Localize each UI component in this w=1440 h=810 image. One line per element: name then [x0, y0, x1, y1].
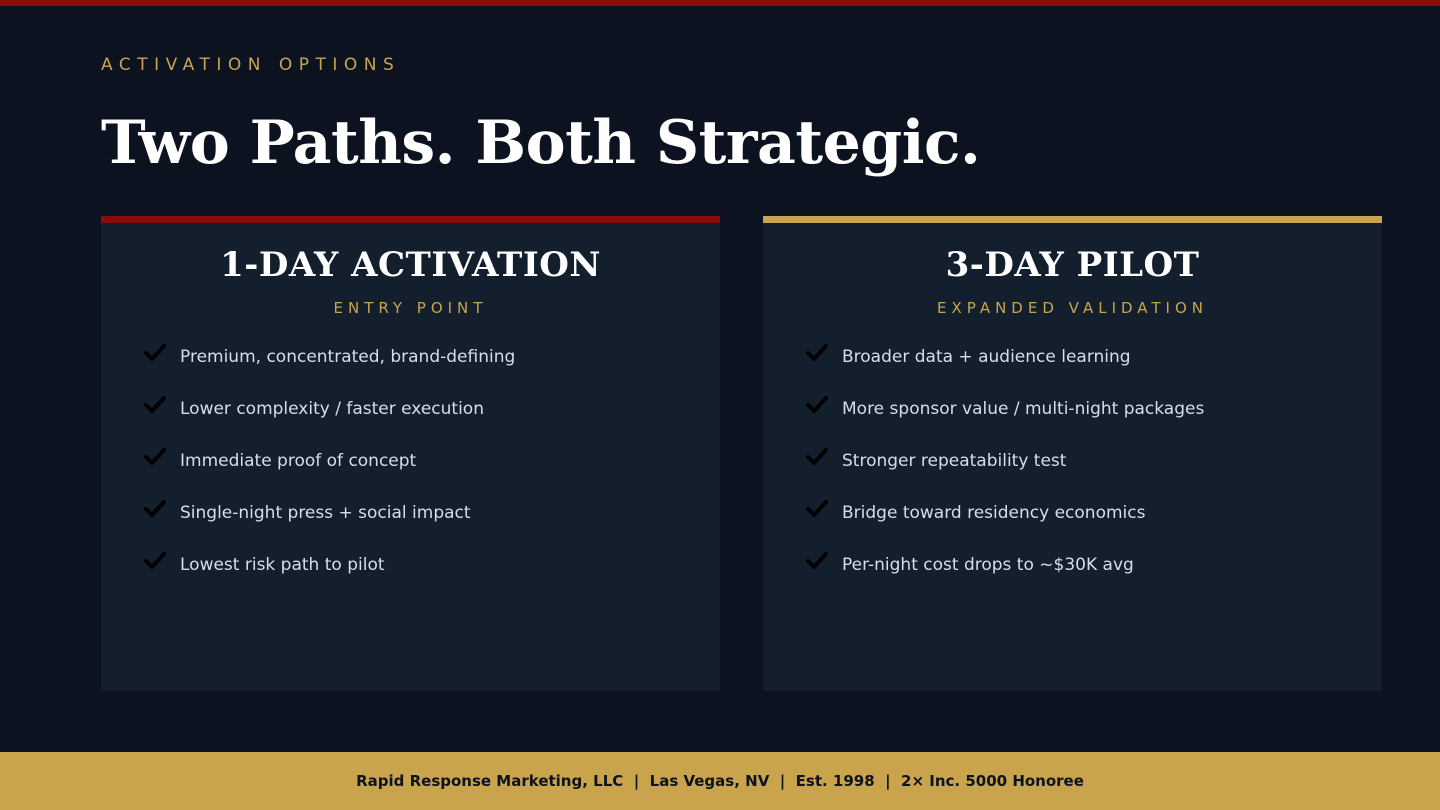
list-item-text: Broader data + audience learning — [842, 347, 1131, 367]
list-item-text: Per-night cost drops to ~$30K avg — [842, 555, 1134, 575]
slide-title: Two Paths. Both Strategic. — [101, 108, 981, 178]
footer-bar — [0, 752, 1440, 810]
list-item-text: Lowest risk path to pilot — [180, 555, 385, 575]
footer-text: Rapid Response Marketing, LLC | Las Vegas, NV | Est. 1998 | 2× Inc. 5000 Honoree — [356, 772, 1084, 790]
list-item-text: More sponsor value / multi-night packages — [842, 399, 1205, 419]
check-icon — [144, 446, 166, 468]
list-item — [144, 497, 515, 549]
check-icon — [806, 498, 828, 520]
list-item-text: Bridge toward residency economics — [842, 503, 1146, 523]
list-item — [806, 393, 1204, 445]
check-icon — [144, 394, 166, 416]
check-icon — [806, 342, 828, 364]
list-item-text: Single-night press + social impact — [180, 503, 471, 523]
list-item — [144, 549, 515, 601]
card-heading: 1-DAY ACTIVATION — [220, 245, 601, 285]
list-item-text: Stronger repeatability test — [842, 451, 1067, 471]
list-item-text: Premium, concentrated, brand-defining — [180, 347, 516, 367]
card-subheading: EXPANDED VALIDATION — [936, 299, 1208, 317]
check-icon — [144, 498, 166, 520]
feature-list — [806, 341, 1204, 601]
list-item — [144, 393, 515, 445]
top-accent-bar — [0, 0, 1440, 6]
card-heading: 3-DAY PILOT — [945, 245, 1200, 285]
feature-list — [144, 341, 515, 601]
list-item — [806, 497, 1204, 549]
list-item — [144, 445, 515, 497]
list-item — [806, 341, 1204, 393]
check-icon — [144, 550, 166, 572]
list-item-text: Lower complexity / faster execution — [180, 399, 484, 419]
check-icon — [144, 342, 166, 364]
list-item — [144, 341, 515, 393]
card-subheading: ENTRY POINT — [333, 299, 488, 317]
card-3-day-pilot — [763, 216, 1382, 691]
slide-eyebrow: ACTIVATION OPTIONS — [101, 55, 401, 75]
list-item — [806, 445, 1204, 497]
list-item — [806, 549, 1204, 601]
check-icon — [806, 550, 828, 572]
check-icon — [806, 394, 828, 416]
check-icon — [806, 446, 828, 468]
card-1-day-activation — [101, 216, 720, 691]
list-item-text: Immediate proof of concept — [180, 451, 417, 471]
